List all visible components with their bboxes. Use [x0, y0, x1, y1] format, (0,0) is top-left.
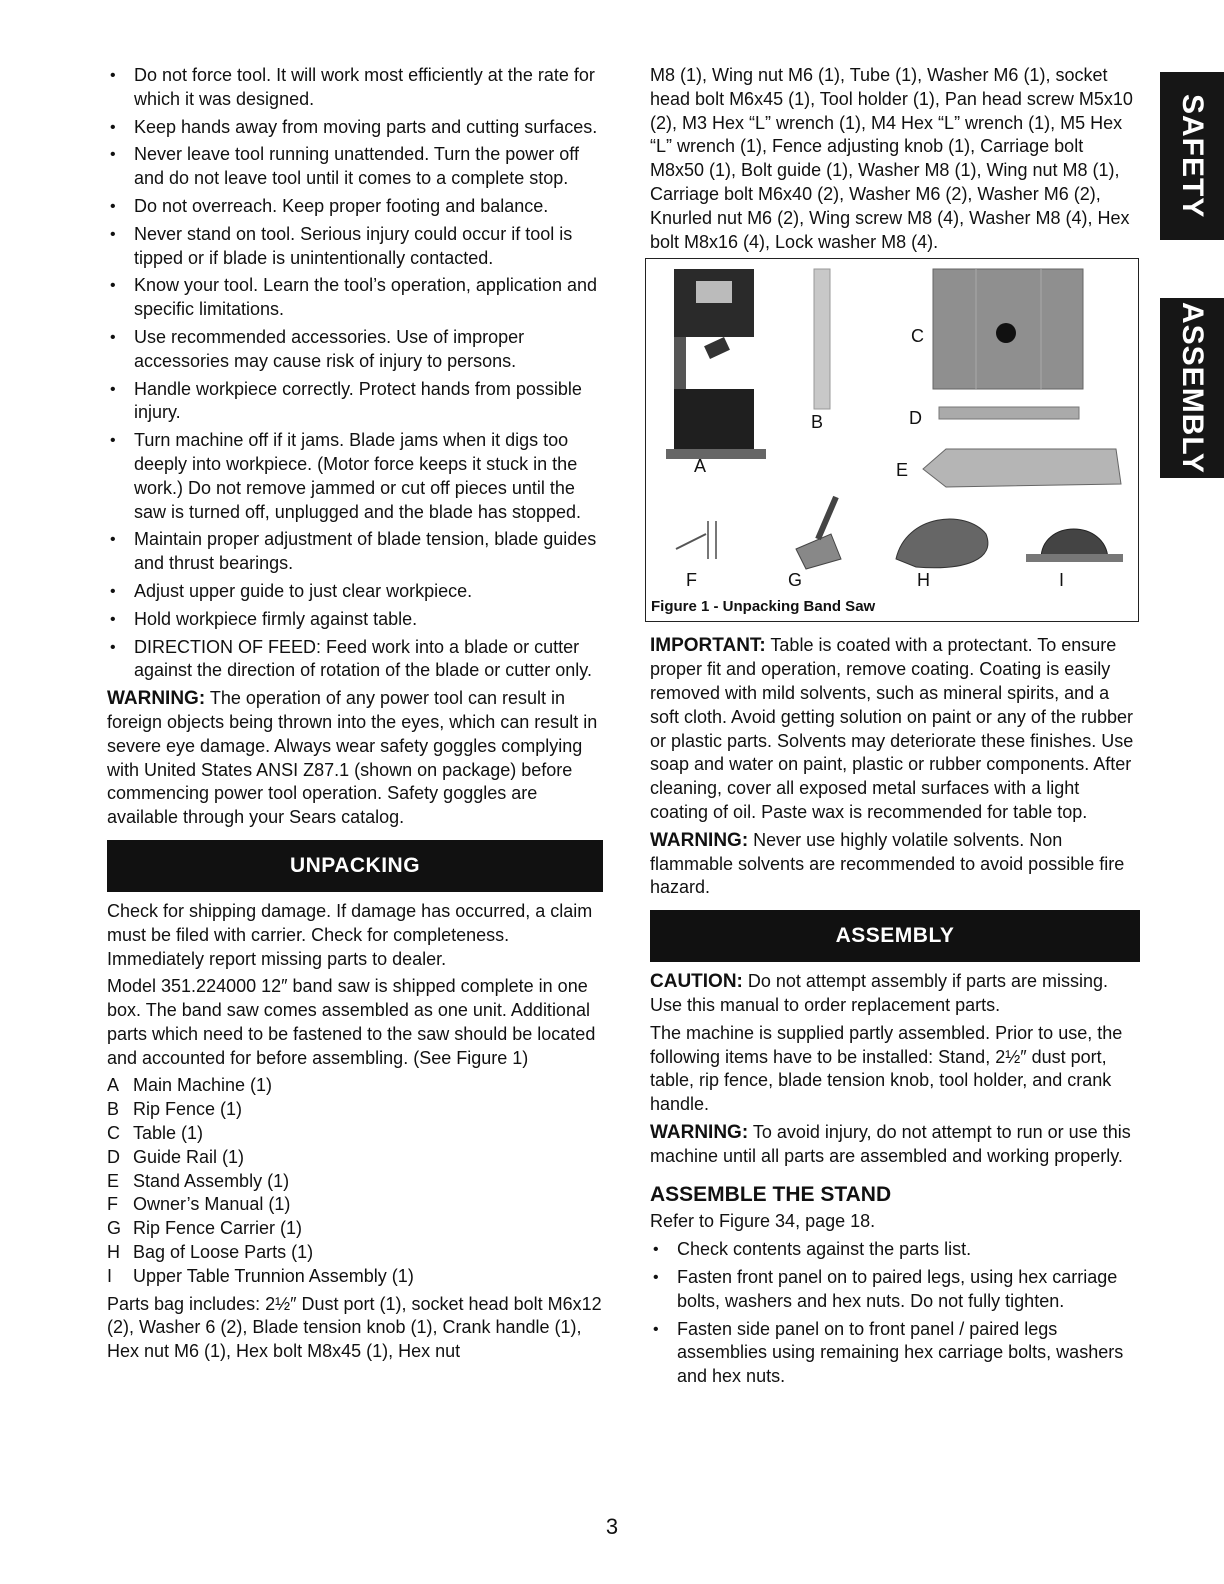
assembly-warning: WARNING: To avoid injury, do not attempt to run or use this machine until all parts are assembled and working properly.: [650, 1121, 1131, 1166]
label-i: I: [1059, 570, 1065, 591]
label-c: C: [911, 326, 924, 347]
label-g: G: [788, 570, 803, 591]
right-column: [650, 64, 1140, 1393]
stand-steps-list: [650, 1238, 1140, 1389]
list-item: H Bag of Loose Parts (1): [107, 1242, 314, 1263]
parts-bag-text: Parts bag includes: 2½″ Dust port (1), socket head bolt M6x12 (2), Washer 6 (2), Blade tension knob (1), Crank handle (1), Hex nut M6 (1), Hex bolt M8x45 (1), Hex nut: [107, 1293, 602, 1362]
list-item: • Fasten side panel on to front panel / paired legs assemblies using remaining hex carriage bolts, washers and hex nuts.: [650, 1318, 1140, 1389]
table-image: [933, 269, 1083, 389]
label-h: H: [917, 570, 930, 591]
unpacking-banner: UNPACKING: [107, 840, 603, 892]
list-item: • Do not overreach. Keep proper footing and balance.: [107, 195, 603, 219]
main-machine-image: [666, 269, 766, 459]
warning-label: WARNING:: [650, 829, 749, 851]
left-column: [107, 64, 603, 1368]
important-note: IMPORTANT: Table is coated with a protectant. To ensure proper fit and operation, remove coating. Coating is easily removed with mild solvents, such as mineral spirits, and a soft cloth. Avoid getting solution on paint or any of the rubber or plastic parts. Solvents may deteriorate these finishes. Use soap and water on paint, plastic or rubber components. After cleaning, cover all exposed metal surfaces with a light coating of oil. Paste wax is recommended for table top.: [650, 635, 1134, 822]
assembly-banner: ASSEMBLY: [650, 910, 1140, 962]
list-item: • Do not force tool. It will work most efficiently at the rate for which it was designed.: [107, 64, 603, 112]
guide-rail-image: [939, 407, 1079, 419]
list-item: F Owner’s Manual (1): [107, 1194, 291, 1215]
list-item: • Adjust upper guide to just clear workpiece.: [107, 580, 603, 604]
trunnion-image: [1026, 529, 1123, 562]
parts-bag-continued: M8 (1), Wing nut M6 (1), Tube (1), Washer M6 (1), socket head bolt M6x45 (1), Tool holder (1), Pan head screw M5x10 (2), M3 Hex “L” wrench (1), M4 Hex “L” wrench (1), M5 Hex “L” wrench (1), Fence adjusting knob (1), Carriage bolt M8x50 (1), Bolt guide (1), Washer M8 (1), Wing nut M8 (1), Carriage bolt M6x40 (2), Washer M6 (2), Washer M6 (2), Knurled nut M6 (2), Wing screw M8 (4), Washer M8 (4), Hex bolt M8x16 (4), Lock washer M8 (4).: [650, 65, 1133, 252]
list-item: • Know your tool. Learn the tool’s operation, application and specific limitations.: [107, 274, 603, 322]
label-e: E: [896, 460, 909, 481]
warning-label: WARNING:: [107, 688, 206, 710]
stand-reference: Refer to Figure 34, page 18.: [650, 1211, 876, 1232]
stand-assembly-image: [923, 449, 1121, 487]
goggles-warning: WARNING: The operation of any power tool can result in foreign objects being thrown into the eyes, which can result in severe eye damage. Always wear safety goggles complying with United States ANSI Z87.1 (shown on package) before commencing power tool operation. Safety goggles are available through your Sears catalog.: [107, 688, 598, 828]
list-item: • Use recommended accessories. Use of improper accessories may cause risk of injury to persons.: [107, 326, 603, 374]
solvent-warning: WARNING: Never use highly volatile solvents. Non flammable solvents are recommended to avoid possible fire hazard.: [650, 829, 1125, 898]
figure-unpacking: [645, 258, 1139, 622]
list-item: D Guide Rail (1): [107, 1146, 245, 1167]
label-d: D: [909, 408, 922, 429]
list-item: • Never stand on tool. Serious injury could occur if tool is tipped or if blade is unintentionally contacted.: [107, 223, 603, 271]
list-item: I Upper Table Trunnion Assembly (1): [107, 1265, 414, 1286]
loose-parts-bag-image: [896, 519, 988, 568]
safety-rules-list: [107, 64, 603, 683]
owners-manual-image: [676, 521, 716, 559]
page-number: 3: [605, 1514, 619, 1539]
label-f: F: [686, 570, 697, 591]
list-item: • DIRECTION OF FEED: Feed work into a blade or cutter against the direction of rotation of the blade or cutter only.: [107, 636, 603, 684]
parts-list: [107, 1074, 603, 1288]
list-item: G Rip Fence Carrier (1): [107, 1218, 303, 1239]
label-b: B: [811, 412, 824, 433]
list-item: • Never leave tool running unattended. Turn the power off and do not leave tool until it comes to a complete stop.: [107, 143, 603, 191]
caution-note: CAUTION: Do not attempt assembly if parts are missing. Use this manual to order replacement parts.: [650, 971, 1109, 1015]
caution-label: CAUTION:: [650, 971, 743, 993]
list-item: E Stand Assembly (1): [107, 1170, 290, 1191]
assembly-intro: The machine is supplied partly assembled. Prior to use, the following items have to be installed: Stand, 2½″ dust port, table, rip fence, blade tension knob, tool holder, and crank handle.: [650, 1022, 1123, 1115]
figure-caption: Figure 1 - Unpacking Band Saw: [651, 597, 876, 615]
warning-label: WARNING:: [650, 1121, 749, 1143]
model-description: Model 351.224000 12″ band saw is shipped complete in one box. The band saw comes assembled as one unit. Additional parts which need to be fastened to the saw should be located and accounted for before assembling. (See Figure 1): [107, 976, 596, 1068]
important-label: IMPORTANT:: [650, 635, 766, 657]
list-item: B Rip Fence (1): [107, 1099, 243, 1120]
tab-assembly: ASSEMBLY: [1160, 298, 1224, 478]
rip-fence-image: [814, 269, 830, 409]
list-item: • Check contents against the parts list.: [650, 1238, 1140, 1262]
list-item: • Keep hands away from moving parts and cutting surfaces.: [107, 116, 603, 140]
list-item: • Maintain proper adjustment of blade tension, blade guides and thrust bearings.: [107, 528, 603, 576]
list-item: • Handle workpiece correctly. Protect hands from possible injury.: [107, 378, 603, 426]
rip-fence-carrier-image: [796, 497, 841, 569]
tab-safety: SAFETY: [1160, 72, 1224, 240]
list-item: • Hold workpiece firmly against table.: [107, 608, 603, 632]
list-item: • Turn machine off if it jams. Blade jams when it digs too deeply into workpiece. (Motor force keeps it stuck in the work.) Do not remove jammed or cut off pieces until the saw is turned off, unplugged and the blade has stopped.: [107, 429, 603, 524]
label-a: A: [694, 456, 707, 477]
stand-heading: ASSEMBLE THE STAND: [650, 1182, 892, 1206]
list-item: C Table (1): [107, 1123, 204, 1144]
list-item: A Main Machine (1): [107, 1075, 273, 1096]
unpacking-intro: Check for shipping damage. If damage has occurred, a claim must be filed with carrier. Check for completeness. Immediately report missing parts to dealer.: [107, 900, 593, 969]
figure-illustration: [646, 259, 1138, 621]
list-item: • Fasten front panel on to paired legs, using hex carriage bolts, washers and hex nuts. Do not fully tighten.: [650, 1266, 1140, 1314]
